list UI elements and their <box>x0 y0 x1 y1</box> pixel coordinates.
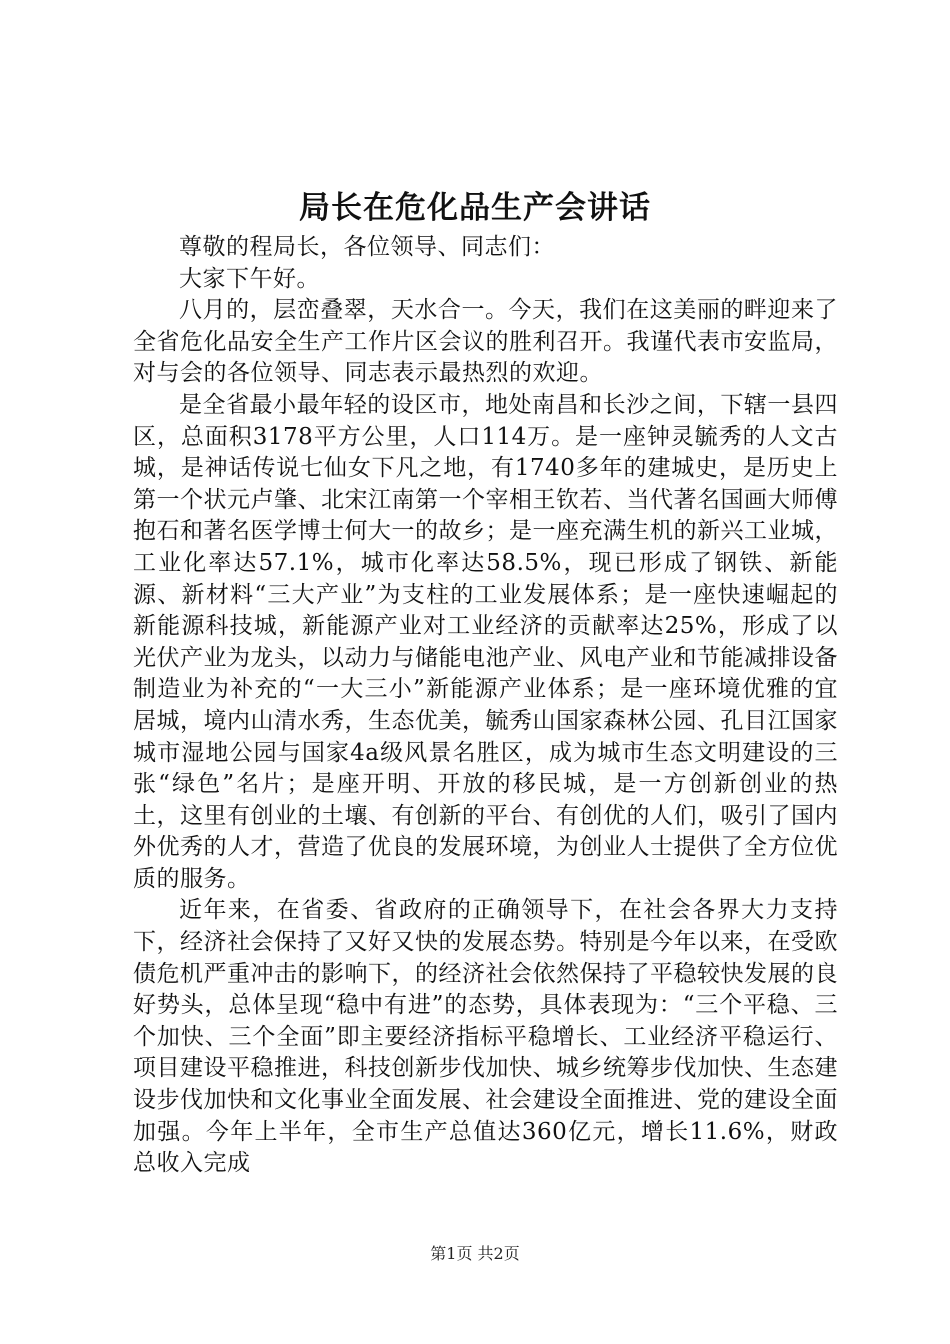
page-number-footer: 第1页 共2页 <box>430 1244 520 1263</box>
salutation-paragraph: 尊敬的程局长，各位领导、同志们： <box>179 234 555 260</box>
city-intro-paragraph: 是全省最小最年轻的设区市，地处南昌和长沙之间，下辖一县四区，总面积3178平方公里，人口114万。是一座钟灵毓秀的人文古城，是神话传说七仙女下凡之地，有1740多年的建城史，是历史上第一个状元卢肇、北宋江南第一个宰相王钦若、当代著名国画大师傅抱石和著名医学博士何大一的故乡；是一座充满生机的新兴工业城，工业化率达57.1%，城市化率达58.5%，现已形成了钢铁、新能源、新材料“三大产业”为支柱的工业发展体系；是一座快速崛起的新能源科技城，新能源产业对工业经济的贡献率达25%，形成了以光伏产业为龙头，以动力与储能电池产业、风电产业和节能减排设备制造业为补充的“一大三小”新能源产业体系；是一座环境优雅的宜居城，境内山清水秀，生态优美，毓秀山国家森林公园、孔目江国家城市湿地公园与国家4a级风景名胜区，成为城市生态文明建设的三张“绿色”名片；是座开明、开放的移民城，是一方创新创业的热土，这里有创业的土壤、有创新的平台、有创优的人们，吸引了国内外优秀的人才，营造了优良的发展环境，为创业人士提供了全方位优质的服务。 <box>133 391 838 892</box>
document-body <box>133 232 838 1180</box>
document-title: 局长在危化品生产会讲话 <box>299 190 651 226</box>
greeting-paragraph: 大家下午好。 <box>179 265 320 292</box>
economy-paragraph: 近年来，在省委、省政府的正确领导下，在社会各界大力支持下，经济社会保持了又好又快的发展态势。特别是今年以来，在受欧债危机严重冲击的影响下，的经济社会依然保持了平稳较快发展的良好势头，总体呈现“稳中有进”的态势，具体表现为：“三个平稳、三个加快、三个全面”即主要经济指标平稳增长、工业经济平稳运行、项目建设平稳推进，科技创新步伐加快、城乡统筹步伐加快、生态建设步伐加快和文化事业全面发展、社会建设全面推进、党的建设全面加强。今年上半年，全市生产总值达360亿元，增长11.6%，财政总收入完成 <box>133 897 838 1177</box>
welcome-paragraph: 八月的，层峦叠翠，天水合一。今天，我们在这美丽的畔迎来了全省危化品安全生产工作片区会议的胜利召开。我谨代表市安监局，对与会的各位领导、同志表示最热烈的欢迎。 <box>133 297 838 387</box>
